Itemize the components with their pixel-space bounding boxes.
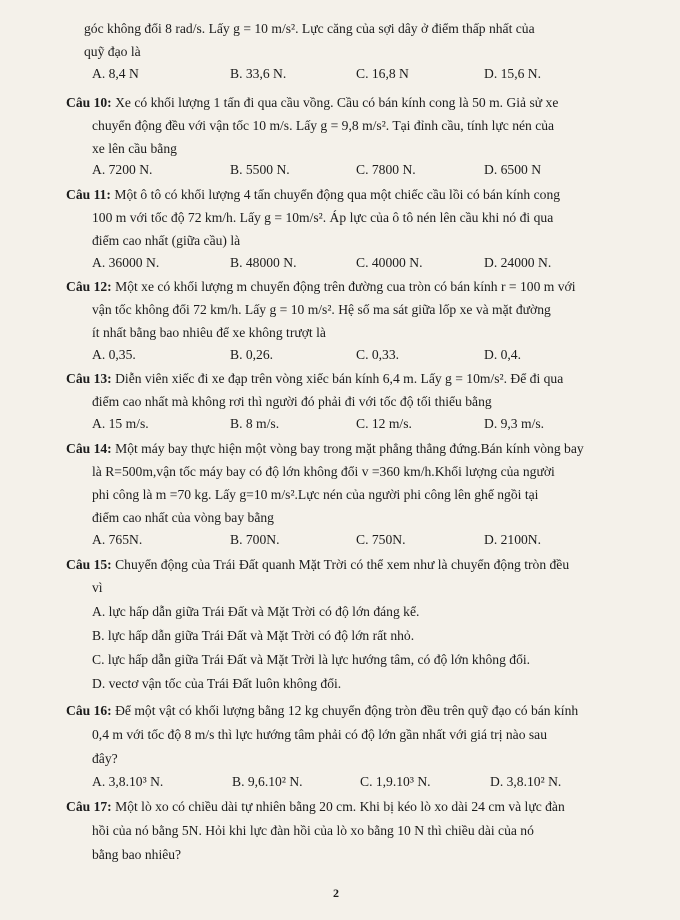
question-label: Câu 11:	[66, 187, 111, 202]
question-16-options	[0, 774, 680, 794]
question-11	[66, 186, 560, 204]
question-text: vận tốc không đổi 72 km/h. Lấy g = 10 m/s². Hệ số ma sát giữa lốp xe và mặt đường	[92, 302, 551, 317]
option-d: D. 24000 N.	[484, 255, 552, 270]
question-10	[66, 94, 558, 112]
option-b: B. 33,6 N.	[230, 66, 287, 81]
question-label: Câu 13:	[66, 371, 112, 386]
question-text: Một ô tô có khối lượng 4 tấn chuyển động qua một chiếc cầu lồi có bán kính cong	[114, 187, 561, 202]
question-10-options	[0, 162, 680, 182]
question-14-options	[0, 532, 680, 552]
option-a: A. 0,35.	[92, 347, 136, 362]
question-16	[66, 702, 578, 720]
question-text: xe lên cầu bằng	[92, 141, 177, 156]
question-text: Xe có khối lượng 1 tấn đi qua cầu vồng. Cầu có bán kính cong là 50 m. Giả sử xe	[115, 95, 559, 110]
question-text: Chuyển động của Trái Đất quanh Mặt Trời có thể xem như là chuyển động tròn đều	[115, 557, 570, 572]
question-label: Câu 14:	[66, 441, 112, 456]
option-a: A. 7200 N.	[92, 162, 153, 177]
choice-b: B. lực hấp dẫn giữa Trái Đất và Mặt Trời có độ lớn rất nhỏ.	[92, 628, 415, 643]
question-text: ít nhất bằng bao nhiêu để xe không trượt là	[92, 325, 326, 340]
question-text: vì	[92, 580, 103, 595]
question-text: đây?	[92, 751, 118, 766]
choice-c: C. lực hấp dẫn giữa Trái Đất và Mặt Trời là lực hướng tâm, có độ lớn không đổi.	[92, 652, 531, 667]
option-b: B. 8 m/s.	[230, 416, 280, 431]
question-text: hồi của nó bằng 5N. Hỏi khi lực đàn hồi của lò xo bằng 10 N thì chiều dài của nó	[92, 823, 534, 838]
option-c: C. 7800 N.	[356, 162, 416, 177]
option-a: A. 36000 N.	[92, 255, 160, 270]
option-b: B. 48000 N.	[230, 255, 297, 270]
question-11-options	[0, 255, 680, 275]
question-text: phi công là m =70 kg. Lấy g=10 m/s².Lực nén của người phi công lên ghế ngồi tại	[92, 487, 539, 502]
option-d: D. 0,4.	[484, 347, 522, 362]
question-14	[66, 440, 584, 458]
option-a: A. 765N.	[92, 532, 143, 547]
page-number: 2	[333, 886, 339, 900]
question-label: Câu 12:	[66, 279, 112, 294]
question-label: Câu 10:	[66, 95, 112, 110]
question-text: điểm cao nhất mà không rơi thì người đó phải đi với tốc độ tối thiểu bằng	[92, 394, 492, 409]
option-c: C. 12 m/s.	[356, 416, 412, 431]
question-text: 0,4 m với tốc độ 8 m/s thì lực hướng tâm phải có độ lớn gần nhất với giá trị nào sau	[92, 727, 548, 742]
option-b: B. 9,6.10² N.	[232, 774, 303, 789]
question-text: Một xe có khối lượng m chuyển động trên đường cua tròn có bán kính r = 100 m với	[115, 279, 576, 294]
question-text: điểm cao nhất (giữa cầu) là	[92, 233, 241, 248]
intro-line-1: góc không đổi 8 rad/s. Lấy g = 10 m/s². Lực căng của sợi dây ở điểm thấp nhất của	[84, 21, 535, 36]
option-b: B. 5500 N.	[230, 162, 290, 177]
option-d: D. 9,3 m/s.	[484, 416, 545, 431]
question-12-options	[0, 347, 680, 367]
question-text: Để một vật có khối lượng bằng 12 kg chuyển động tròn đều trên quỹ đạo có bán kính	[115, 703, 579, 718]
intro-options	[0, 66, 680, 86]
option-a: A. 3,8.10³ N.	[92, 774, 164, 789]
question-label: Câu 16:	[66, 703, 112, 718]
question-label: Câu 17:	[66, 799, 112, 814]
option-c: C. 750N.	[356, 532, 406, 547]
intro-line-2: quỹ đạo là	[84, 44, 141, 59]
option-d: D. 15,6 N.	[484, 66, 542, 81]
option-c: C. 40000 N.	[356, 255, 423, 270]
question-label: Câu 15:	[66, 557, 112, 572]
option-b: B. 0,26.	[230, 347, 274, 362]
question-text: Diễn viên xiếc đi xe đạp trên vòng xiếc bán kính 6,4 m. Lấy g = 10m/s². Để đi qua	[115, 371, 564, 386]
question-text: là R=500m,vận tốc máy bay có độ lớn không đổi v =360 km/h.Khối lượng của người	[92, 464, 555, 479]
option-c: C. 0,33.	[356, 347, 400, 362]
question-text: chuyển động đều với vận tốc 10 m/s. Lấy g = 9,8 m/s². Tại đỉnh cầu, tính lực nén của	[92, 118, 555, 133]
option-b: B. 700N.	[230, 532, 280, 547]
question-15	[66, 556, 569, 574]
option-c: C. 1,9.10³ N.	[360, 774, 431, 789]
option-d: D. 2100N.	[484, 532, 542, 547]
option-d: D. 6500 N	[484, 162, 542, 177]
option-a: A. 15 m/s.	[92, 416, 149, 431]
question-text: điểm cao nhất của vòng bay bằng	[92, 510, 274, 525]
question-text: Một máy bay thực hiện một vòng bay trong mặt phẳng thẳng đứng.Bán kính vòng bay	[115, 441, 584, 456]
question-17	[66, 798, 565, 816]
question-text: bằng bao nhiêu?	[92, 847, 182, 862]
option-a: A. 8,4 N	[92, 66, 139, 81]
option-c: C. 16,8 N	[356, 66, 409, 81]
question-12	[66, 278, 576, 296]
question-text: 100 m với tốc độ 72 km/h. Lấy g = 10m/s². Áp lực của ô tô nén lên cầu khi nó đi qua	[92, 210, 554, 225]
option-d: D. 3,8.10² N.	[490, 774, 562, 789]
choice-a: A. lực hấp dẫn giữa Trái Đất và Mặt Trời có độ lớn đáng kể.	[92, 604, 420, 619]
choice-d: D. vectơ vận tốc của Trái Đất luôn không đổi.	[92, 676, 342, 691]
question-text: Một lò xo có chiều dài tự nhiên bằng 20 cm. Khi bị kéo lò xo dài 24 cm và lực đàn	[115, 799, 565, 814]
question-13-options	[0, 416, 680, 436]
question-13	[66, 370, 563, 388]
